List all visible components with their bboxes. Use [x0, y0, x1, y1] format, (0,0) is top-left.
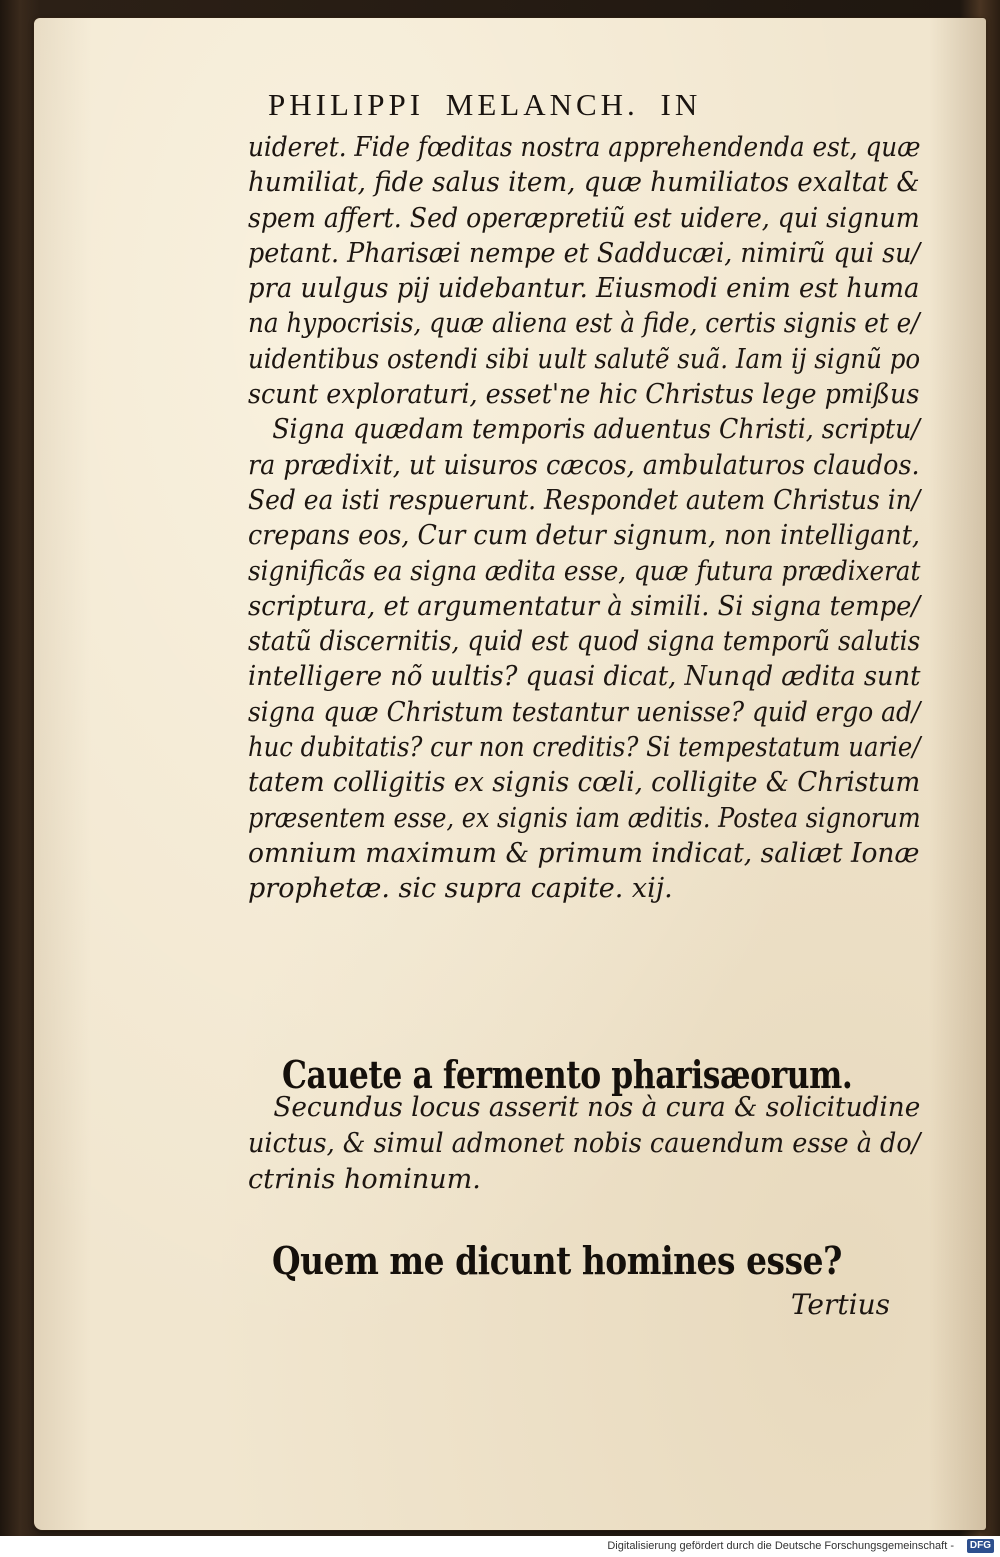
text-line: scunt exploraturi, esset'ne hic Christus lege pmißus	[248, 379, 920, 411]
text-line: ctrinis hominum.	[248, 1164, 481, 1195]
text-line: omnium maximum & primum indicat, saliæt Ionæ	[248, 837, 920, 869]
digitization-footer	[0, 1536, 1000, 1557]
running-head: PHILIPPI MELANCH. IN	[268, 87, 702, 122]
text-line: statũ discernitis, quid est quod signa temporũ salutis	[248, 626, 921, 658]
text-line: pra uulgus pij uidebantur. Eiusmodi enim est huma	[248, 273, 920, 305]
text-line: uictus, & simul admonet nobis cauendum esse à do/	[248, 1128, 921, 1159]
text-line: huc dubitatis? cur non creditis? Si tempestatum uarie/	[248, 732, 921, 764]
section-heading-quem: Quem me dicunt homines esse?	[272, 1238, 842, 1283]
text-line: spem affert. Sed operæpretiũ est uidere, qui signum	[248, 202, 920, 234]
text-line: prophetæ. sic supra capite. xij.	[248, 873, 673, 905]
section-heading-cauete: Cauete a fermento pharisæorum.	[282, 1052, 853, 1097]
text-line: Signa quædam temporis aduentus Christi, scriptu/	[272, 414, 920, 446]
text-line: na hypocrisis, quæ aliena est à fide, certis signis et e/	[248, 308, 920, 340]
dfg-logo-icon: DFG	[967, 1539, 994, 1553]
text-line: humiliat, fide salus item, quæ humiliatos exaltat &	[248, 167, 920, 199]
paragraph-1	[248, 130, 921, 907]
text-line: petant. Pharisæi nempe et Sadducæi, nimirũ qui su/	[248, 237, 921, 269]
paragraph-2	[248, 1090, 921, 1198]
text-line: Sed ea isti respuerunt. Respondet autem Christus in/	[248, 484, 921, 516]
funding-credit: Digitalisierung gefördert durch die Deutsche Forschungsgemeinschaft -	[607, 1540, 954, 1552]
text-line: scriptura, et argumentatur à simili. Si signa tempe/	[248, 590, 920, 622]
text-line: uideret. Fide fœditas nostra apprehendenda est, quæ	[248, 132, 921, 163]
text-line: uidentibus ostendi sibi uult salutẽ suã. Iam ij signũ po	[248, 343, 921, 375]
text-line: intelligere nõ uultis? quasi dicat, Nunqd ædita sunt	[248, 661, 921, 693]
text-line: ra prædixit, ut uisuros cæcos, ambulaturos claudos.	[248, 449, 920, 481]
text-line: tatem colligitis ex signis cœli, colligite & Christum	[248, 767, 921, 799]
text-line: signa quæ Christum testantur uenisse? quid ergo ad/	[248, 696, 921, 728]
text-line: præsentem esse, ex signis iam æditis. Postea signorum	[248, 802, 921, 834]
text-line: crepans eos, Cur cum detur signum, non intelligant,	[248, 520, 920, 552]
text-line: Secundus locus asserit nos à cura & solicitudine	[273, 1092, 921, 1123]
catchword: Tertius	[790, 1288, 890, 1321]
text-line: significãs ea signa ædita esse, quæ futura prædixerat	[248, 555, 921, 587]
